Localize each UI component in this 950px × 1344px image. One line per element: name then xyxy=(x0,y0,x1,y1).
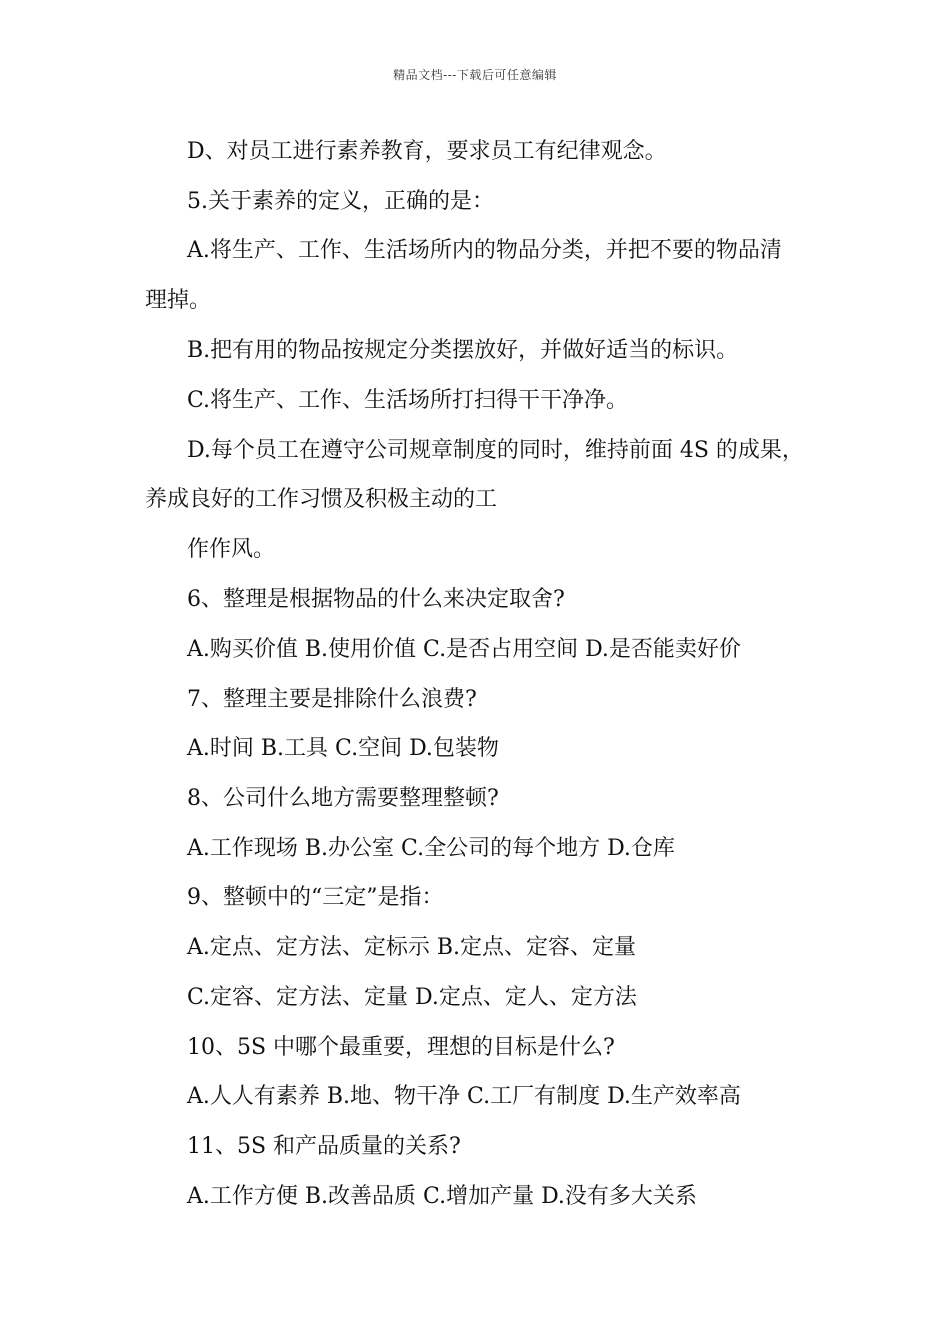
question-line: 11、5S 和产品质量的关系? xyxy=(187,1134,461,1159)
option-continuation-line: 作作风。 xyxy=(187,537,276,562)
options-line: A.定点、定方法、定标示 B.定点、定容、定量 xyxy=(187,935,637,960)
question-line: 7、整理主要是排除什么浪费? xyxy=(187,687,477,712)
options-line: C.定容、定方法、定量 D.定点、定人、定方法 xyxy=(187,985,637,1010)
question-line: 10、5S 中哪个最重要，理想的目标是什么? xyxy=(187,1035,615,1060)
question-line: 9、整顿中的“三定”是指： xyxy=(187,885,444,910)
option-line: B.把有用的物品按规定分类摆放好，并做好适当的标识。 xyxy=(187,338,739,363)
option-continuation-line: 养成良好的工作习惯及积极主动的工 xyxy=(145,487,498,512)
options-line: A.时间 B.工具 C.空间 D.包装物 xyxy=(187,736,499,761)
options-line: A.购买价值 B.使用价值 C.是否占用空间 D.是否能卖好价 xyxy=(187,637,741,662)
question-line: 8、公司什么地方需要整理整顿? xyxy=(187,786,499,811)
question-line: 5.关于素养的定义，正确的是： xyxy=(187,189,494,214)
option-line: A.将生产、工作、生活场所内的物品分类，并把不要的物品清 xyxy=(187,238,782,263)
question-line: 6、整理是根据物品的什么来决定取舍? xyxy=(187,587,565,612)
options-line: A.工作现场 B.办公室 C.全公司的每个地方 D.仓库 xyxy=(187,836,675,861)
option-line: D.每个员工在遵守公司规章制度的同时，维持前面 4S 的成果， xyxy=(187,438,804,463)
text-line: D、对员工进行素养教育，要求员工有纪律观念。 xyxy=(187,139,667,164)
options-line: A.工作方便 B.改善品质 C.增加产量 D.没有多大关系 xyxy=(187,1184,697,1209)
page-header: 精品文档---下载后可任意编辑 xyxy=(393,68,557,82)
option-continuation-line: 理掉。 xyxy=(145,288,212,313)
options-line: A.人人有素养 B.地、物干净 C.工厂有制度 D.生产效率高 xyxy=(187,1084,741,1109)
option-line: C.将生产、工作、生活场所打扫得干干净净。 xyxy=(187,388,629,413)
